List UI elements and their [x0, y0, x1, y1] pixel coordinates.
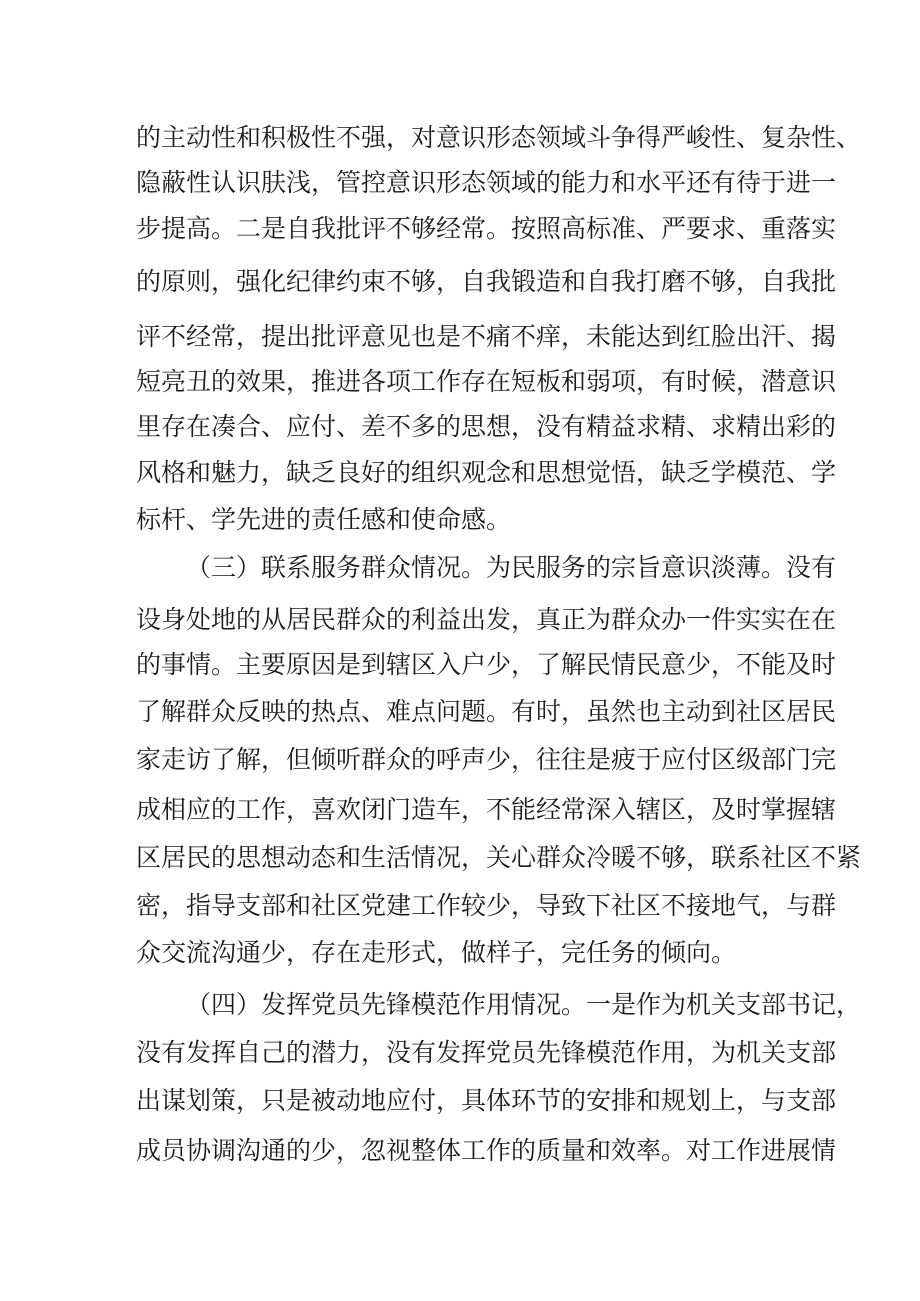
text-line: 众交流沟通少，存在走形式，做样子，完任务的倾向。 — [136, 938, 737, 967]
text-line: 风格和魅力，缺乏良好的组织观念和思想觉悟，缺乏学模范、学 — [136, 458, 837, 487]
text-line: 没有发挥自己的潜力，没有发挥党员先锋模范作用，为机关支部 — [136, 1038, 837, 1067]
text-line: 的事情。主要原因是到辖区入户少，了解民情民意少，不能及时 — [136, 650, 837, 679]
text-line: 密，指导支部和社区党建工作较少，导致下社区不接地气，与群 — [136, 891, 837, 920]
text-line: 短亮丑的效果，推进各项工作存在短板和弱项，有时候，潜意识 — [136, 367, 837, 396]
section-heading-line: （四）发挥党员先锋模范作用情况。一是作为机关支部书记， — [186, 990, 862, 1019]
text-line: 成员协调沟通的少，忽视整体工作的质量和效率。对工作进展情 — [136, 1136, 837, 1165]
text-line: 标杆、学先进的责任感和使命感。 — [136, 505, 512, 534]
text-line: 评不经常，提出批评意见也是不痛不痒，未能达到红脸出汗、揭 — [136, 322, 837, 351]
text-line: 的原则，强化纪律约束不够，自我锻造和自我打磨不够，自我批 — [136, 267, 837, 296]
text-line: 成相应的工作，喜欢闭门造车，不能经常深入辖区，及时掌握辖 — [136, 795, 837, 824]
text-line: 设身处地的从居民群众的利益出发，真正为群众办一件实实在在 — [136, 605, 837, 634]
text-line: 里存在凑合、应付、差不多的思想，没有精益求精、求精出彩的 — [136, 412, 837, 441]
text-line: 区居民的思想动态和生活情况，关心群众冷暖不够，联系社区不紧 — [136, 843, 862, 872]
text-line: 隐蔽性认识肤浅，管控意识形态领域的能力和水平还有待于进一 — [136, 168, 837, 197]
text-line: 步提高。二是自我批评不够经常。按照高标准、严要求、重落实 — [136, 214, 837, 243]
text-line: 的主动性和积极性不强，对意识形态领域斗争得严峻性、复杂性、 — [136, 123, 862, 152]
section-heading-line: （三）联系服务群众情况。为民服务的宗旨意识淡薄。没有 — [186, 553, 837, 582]
text-line: 了解群众反映的热点、难点问题。有时，虽然也主动到社区居民 — [136, 697, 837, 726]
text-line: 家走访了解，但倾听群众的呼声少，往往是疲于应付区级部门完 — [136, 745, 837, 774]
text-line: 出谋划策，只是被动地应付，具体环节的安排和规划上，与支部 — [136, 1086, 837, 1115]
